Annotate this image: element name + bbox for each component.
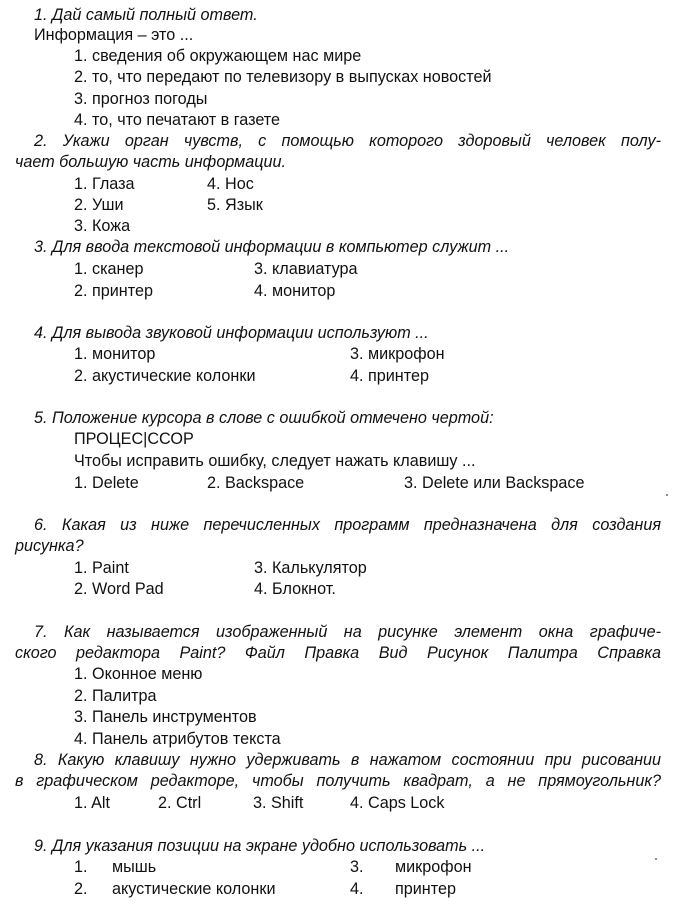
question-9-option-3-text: микрофон: [395, 858, 472, 876]
question-2-option-4: 4. Нос: [207, 175, 254, 193]
question-4-option-4: 4. принтер: [350, 367, 429, 385]
question-6-option-2: 2. Word Pad: [74, 580, 164, 598]
question-5-instruction: Чтобы исправить ошибку, следует нажать клавишу ...: [74, 452, 476, 470]
question-6-option-1: 1. Paint: [74, 559, 129, 577]
question-3-option-4: 4. монитор: [254, 282, 336, 300]
question-9-prompt: 9. Для указания позиции на экране удобно использовать ...: [34, 837, 486, 855]
question-1-option-2: 2. то, что передают по телевизору в выпусках новостей: [74, 68, 492, 86]
question-3-option-3: 3. клавиатура: [254, 260, 358, 278]
question-6-option-3: 3. Калькулятор: [254, 559, 367, 577]
question-5-word: ПРОЦЕС|ССОР: [74, 430, 194, 448]
question-2-option-2: 2. Уши: [74, 196, 124, 214]
question-2-option-1: 1. Глаза: [74, 175, 135, 193]
question-7-option-1: 1. Оконное меню: [74, 665, 203, 683]
scan-speck: [666, 494, 668, 496]
question-4-option-1: 1. монитор: [74, 345, 156, 363]
question-9-option-2-number: 2.: [74, 880, 88, 898]
question-2-option-5: 5. Язык: [207, 196, 263, 214]
question-3-option-1: 1. сканер: [74, 260, 144, 278]
question-8-option-1: 1. Alt: [74, 794, 110, 812]
question-9-option-4-number: 4.: [350, 880, 364, 898]
question-8-option-2: 2. Ctrl: [158, 794, 202, 812]
question-7-option-4: 4. Панель атрибутов текста: [74, 730, 281, 748]
question-9-option-4-text: принтер: [395, 880, 456, 898]
question-8-option-4: 4. Caps Lock: [350, 794, 445, 812]
question-9-option-1-number: 1.: [74, 858, 88, 876]
question-1-intro: Информация – это ...: [34, 26, 194, 44]
question-3-prompt: 3. Для ввода текстовой информации в компьютер служит ...: [34, 238, 510, 256]
question-4-option-3: 3. микрофон: [350, 345, 445, 363]
question-1-option-4: 4. то, что печатают в газете: [74, 111, 281, 129]
question-6-prompt-line-1: 6. Какая из ниже перечисленных программ предназначена для создания: [34, 516, 661, 534]
question-6-prompt-line-2: рисунка?: [15, 537, 84, 555]
question-7-option-3: 3. Панель инструментов: [74, 708, 257, 726]
question-9-option-2-text: акустические колонки: [112, 880, 276, 898]
question-2-prompt-line-1: 2. Укажи орган чувств, с помощью которого здоровый человек полу-: [34, 132, 661, 150]
question-7-option-2: 2. Палитра: [74, 687, 157, 705]
question-5-option-1: 1. Delete: [74, 474, 139, 492]
question-5-prompt: 5. Положение курсора в слове с ошибкой отмечено чертой:: [34, 409, 494, 427]
question-8-prompt-line-1: 8. Какую клавишу нужно удерживать в нажатом состоянии при рисовании: [34, 751, 661, 769]
question-1-prompt: 1. Дай самый полный ответ.: [34, 6, 258, 24]
question-7-prompt-line-2: ского редактора Paint? Файл Правка Вид Рисунок Палитра Справка: [15, 644, 661, 662]
question-5-option-2: 2. Backspace: [207, 474, 305, 492]
question-9-option-1-text: мышь: [112, 858, 157, 876]
question-9-option-3-number: 3.: [350, 858, 364, 876]
scan-speck: [655, 858, 657, 860]
question-1-option-3: 3. прогноз погоды: [74, 90, 208, 108]
question-7-prompt-line-1: 7. Как называется изображенный на рисунке элемент окна графиче-: [34, 623, 661, 641]
question-5-option-3: 3. Delete или Backspace: [404, 474, 585, 492]
question-6-option-4: 4. Блокнот.: [254, 580, 336, 598]
question-4-prompt: 4. Для вывода звуковой информации используют ...: [34, 324, 429, 342]
question-1-option-1: 1. сведения об окружающем нас мире: [74, 47, 362, 65]
question-3-option-2: 2. принтер: [74, 282, 153, 300]
question-2-option-3: 3. Кожа: [74, 217, 131, 235]
question-8-prompt-line-2: в графическом редакторе, чтобы получить квадрат, а не прямоугольник?: [15, 772, 661, 790]
question-4-option-2: 2. акустические колонки: [74, 367, 256, 385]
question-8-option-3: 3. Shift: [253, 794, 304, 812]
question-2-prompt-line-2: чает большую часть информации.: [15, 153, 287, 171]
